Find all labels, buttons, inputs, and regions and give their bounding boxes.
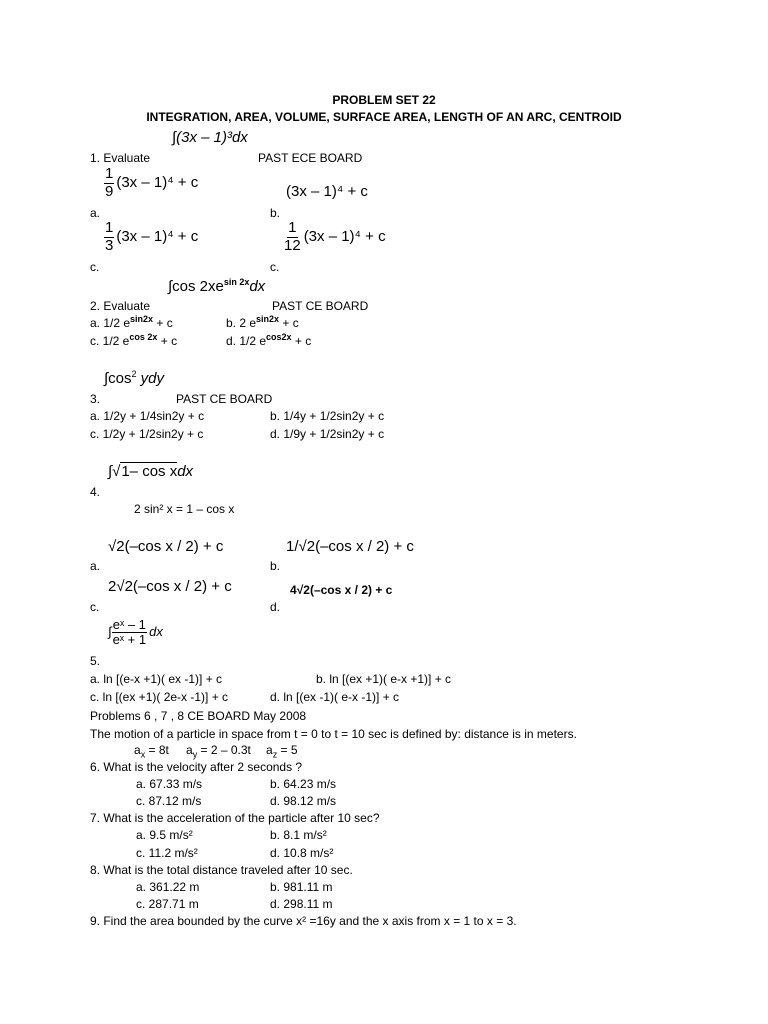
p4-choice-b: 1/√2(–cos x / 2) + c <box>286 538 414 555</box>
p7-question: 7. What is the acceleration of the particle after 10 sec? <box>90 811 380 825</box>
page-title: PROBLEM SET 22 <box>332 93 436 107</box>
p1-choice-d: $\frac{1}{12}$ (3x – 1)⁴ + c <box>284 219 386 254</box>
p3-source: PAST CE BOARD <box>176 392 273 406</box>
p1-choice-a: $\frac{1}{9}$ (3x – 1)⁴ + c <box>105 165 199 200</box>
p4-letter-b: b. <box>270 559 281 573</box>
p1-letter-d: c. <box>270 260 280 274</box>
p4-choice-c: 2√2(–cos x / 2) + c <box>108 578 232 595</box>
p8-choice-c: c. 287.71 m <box>136 897 199 911</box>
p1-letter-b: b. <box>270 206 281 220</box>
p6-choice-d: d. 98.12 m/s <box>270 794 337 808</box>
p2-choice-b: b. 2 $e^{sin2x} + c$ <box>226 314 299 330</box>
p4-letter-d: d. <box>270 600 281 614</box>
p8-question: 8. What is the total distance traveled after 10 sec. <box>90 863 353 877</box>
p7-choice-d: d. 10.8 m/s² <box>270 846 334 860</box>
p7-choice-a: a. 9.5 m/s² <box>136 828 193 842</box>
p5-label: 5. <box>90 654 101 668</box>
p1-choice-b: (3x – 1)⁴ + c <box>286 183 368 200</box>
page-subtitle: INTEGRATION, AREA, VOLUME, SURFACE AREA, LENGTH OF AN ARC, CENTROID <box>146 110 622 124</box>
p2-source: PAST CE BOARD <box>272 299 369 313</box>
motion-text: The motion of a particle in space from t = 0 to t = 10 sec is defined by: distance is in meters. <box>90 727 577 741</box>
p8-choice-a: a. 361.22 m <box>136 880 200 894</box>
p6-choice-a: a. 67.33 m/s <box>136 777 203 791</box>
p4-letter-c: c. <box>90 600 100 614</box>
p1-choice-c: $\frac{1}{3}$ (3x – 1)⁴ + c <box>105 219 199 254</box>
p5-choice-d: d. ln [(ex -1)( e-x -1)] + c <box>270 690 400 704</box>
p1-source: PAST ECE BOARD <box>258 151 363 165</box>
p1-a-fraction: $\frac{1}{9}$ <box>105 165 114 200</box>
accel-ay: $a_y = 2 - 0.3t$ <box>186 743 251 760</box>
p3-choice-b: b. 1/4y + 1/2sin2y + c <box>270 409 385 423</box>
p3-choice-d: d. 1/9y + 1/2sin2y + c <box>270 427 385 441</box>
p4-integral: ∫√1– cos xdx <box>108 463 194 480</box>
accel-az: $a_z = 5$ <box>266 743 298 760</box>
p3-integral: $\int\cos^2$ ydy <box>104 369 164 387</box>
p3-label: 3. <box>90 392 101 406</box>
p2-label: 2. Evaluate <box>90 299 151 313</box>
p5-fraction: $\frac{\text{eˣ – 1}}{\text{eˣ + 1}}$ <box>112 617 147 648</box>
p2-choice-c: c. 1/2 $e^{cos 2x} + c$ <box>90 332 178 348</box>
p3-choice-c: c. 1/2y + 1/2sin2y + c <box>90 427 204 441</box>
p6-choice-c: c. 87.12 m/s <box>136 794 202 808</box>
p4-hint: 2 sin² x = 1 – cos x <box>134 502 235 516</box>
p2-choice-a: a. 1/2 $e^{sin2x} + c$ <box>90 314 173 330</box>
p6-choice-b: b. 64.23 m/s <box>270 777 337 791</box>
p3-choice-a: a. 1/2y + 1/4sin2y + c <box>90 409 205 423</box>
p4-letter-a: a. <box>90 559 101 573</box>
p1-d-fraction: $\frac{1}{12}$ <box>284 219 301 254</box>
p6-question: 6. What is the velocity after 2 seconds ? <box>90 760 303 774</box>
p4-choice-d: 4√2(–cos x / 2) + c <box>290 583 393 597</box>
p7-choice-c: c. 11.2 m/s² <box>136 846 198 860</box>
p2-integral: ∫cos $2xe^{sin 2x}dx$ <box>168 277 266 295</box>
p5-integral: ∫ $\frac{\text{eˣ – 1}}{\text{eˣ + 1}}$ dx <box>108 617 163 648</box>
p1-integral: ∫(3x – 1)³dx <box>172 129 248 146</box>
p5-choice-c: c. ln [(ex +1)( 2e-x -1)] + c <box>90 690 229 704</box>
accel-ax: $a_x = 8t$ <box>134 743 169 760</box>
p8-choice-d: d. 298.11 m <box>270 897 333 911</box>
p1-c-fraction: $\frac{1}{3}$ <box>105 219 114 254</box>
p9-question: 9. Find the area bounded by the curve x² =16y and the x axis from x = 1 to x = 3. <box>90 914 517 928</box>
p4-choice-a: √2(–cos x / 2) + c <box>108 538 224 555</box>
p8-choice-b: b. 981.11 m <box>270 880 333 894</box>
p5-choice-a: a. ln [(e-x +1)( ex -1)] + c <box>90 672 223 686</box>
p1-letter-a: a. <box>90 206 101 220</box>
p1-letter-c: c. <box>90 260 100 274</box>
p2-choice-d: d. 1/2 $e^{cos2x} + c$ <box>226 332 312 348</box>
p7-choice-b: b. 8.1 m/s² <box>270 828 327 842</box>
p1-label: 1. Evaluate <box>90 151 151 165</box>
problems-header: Problems 6 , 7 , 8 CE BOARD May 2008 <box>90 709 307 723</box>
p5-choice-b: b. ln [(ex +1)( e-x +1)] + c <box>316 672 452 686</box>
p4-label: 4. <box>90 485 101 499</box>
